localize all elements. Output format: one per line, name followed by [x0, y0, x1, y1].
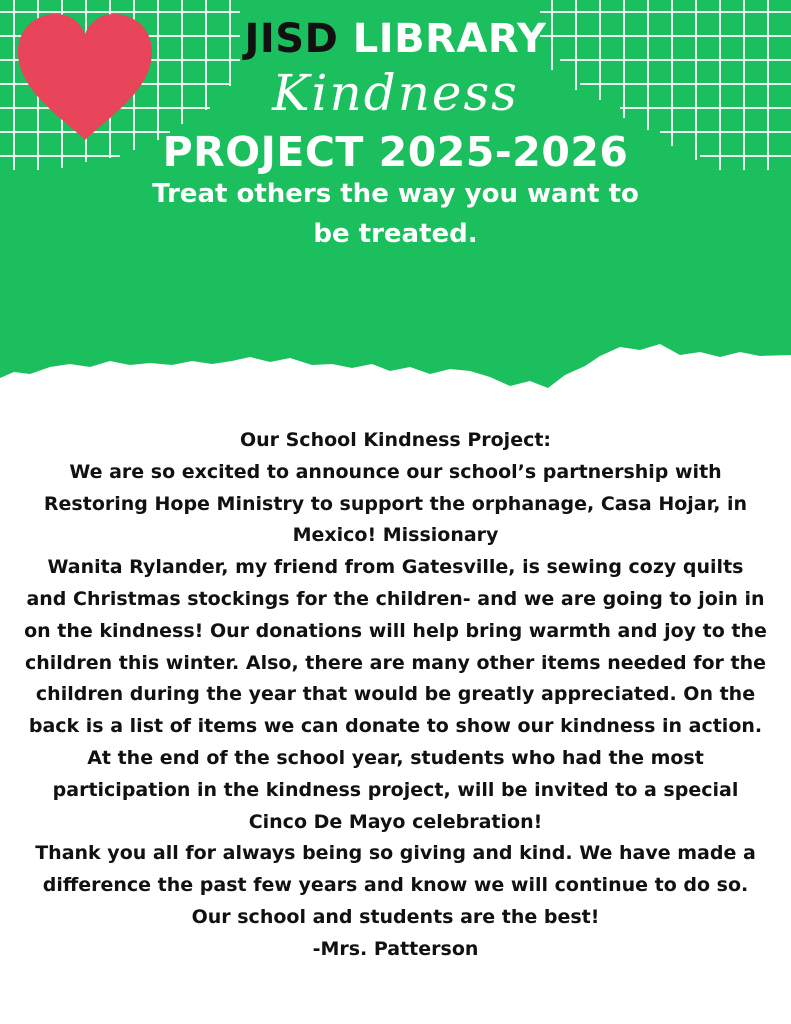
body-line: back is a list of items we can donate to show our kindness in action.	[28, 715, 763, 738]
body-line: children this winter. Also, there are many other items needed for the	[24, 651, 767, 674]
signature: -Mrs. Patterson	[312, 937, 479, 960]
motto	[110, 174, 681, 254]
announcement-body	[6, 425, 785, 966]
body-line: and Christmas stockings for the children- and we are going to join in	[26, 587, 765, 610]
body-line: Cinco De Mayo celebration!	[248, 810, 543, 833]
motto-line: be treated.	[313, 219, 478, 249]
body-line: Our school and students are the best!	[191, 905, 600, 928]
kindness-script-title: Kindness	[272, 64, 519, 122]
project-year-title: PROJECT 2025-2026	[162, 128, 629, 176]
title-library: LIBRARY	[352, 16, 547, 62]
body-line: At the end of the school year, students who had the most	[87, 746, 704, 769]
body-line: Thank you all for always being so giving and kind. We have made a	[35, 842, 756, 865]
body-line: on the kindness! Our donations will help bring warmth and joy to the	[24, 619, 767, 642]
title-jisd: JISD	[244, 16, 339, 62]
body-line: children during the year that would be greatly appreciated. On the	[35, 683, 756, 706]
body-line: Mexico! Missionary	[292, 524, 499, 547]
body-line: Restoring Hope Ministry to support the orphanage, Casa Hojar, in	[43, 492, 748, 515]
body-line: difference the past few years and know we will continue to do so.	[42, 874, 749, 897]
body-line: We are so excited to announce our school’s partnership with	[69, 460, 722, 483]
page-title	[0, 16, 791, 62]
motto-line: Treat others the way you want to	[152, 179, 639, 209]
body-line: participation in the kindness project, will be invited to a special	[52, 778, 739, 801]
body-line: Wanita Rylander, my friend from Gatesville, is sewing cozy quilts	[47, 556, 744, 579]
body-heading: Our School Kindness Project:	[239, 429, 552, 451]
